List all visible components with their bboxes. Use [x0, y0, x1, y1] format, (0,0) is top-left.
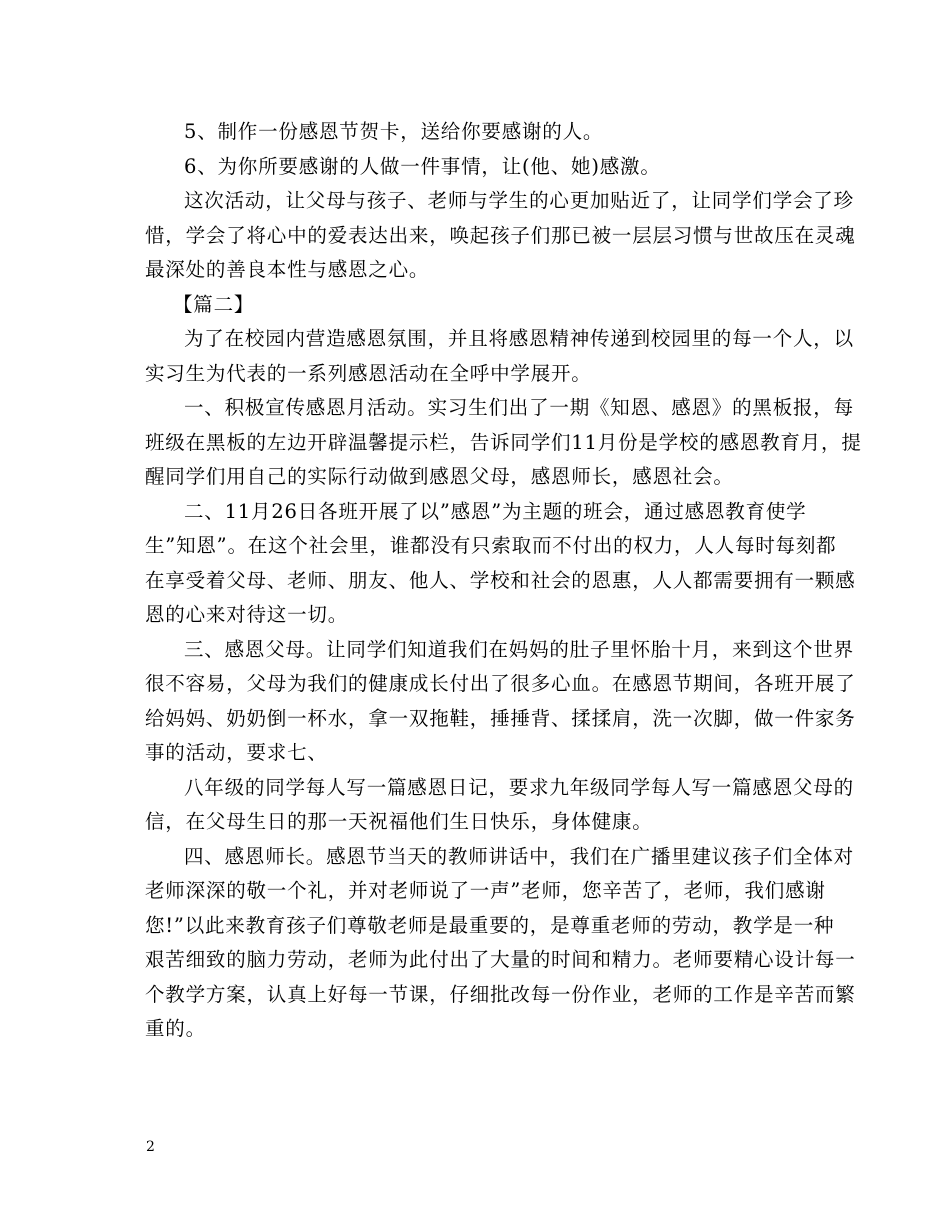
- text-line: 恩的心来对待这一切。: [145, 603, 349, 626]
- text-line: 老师深深的敬一个礼，并对老师说了一声”老师，您辛苦了，老师，我们感谢: [145, 879, 826, 902]
- text-line: 二、11月26日各班开展了以”感恩”为主题的班会，通过感恩教育使学: [184, 499, 807, 523]
- section-heading: 【篇二】: [173, 292, 255, 316]
- text-line: 一、积极宣传感恩月活动。实习生们出了一期《知恩、感恩》的黑板报，每: [184, 396, 854, 419]
- document-body: [145, 115, 862, 1047]
- text-line: 个教学方案，认真上好每一节课，仔细批改每一份作业，老师的工作是辛苦而繁: [145, 982, 856, 1006]
- text-line: 您!”以此来教育孩子们尊敬老师是最重要的，是尊重老师的劳动，教学是一种: [145, 913, 835, 937]
- text-line: 在享受着父母、老师、朋友、他人、学校和社会的恩惠，人人都需要拥有一颗感: [145, 568, 856, 592]
- text-line: 惜，学会了将心中的爱表达出来，唤起孩子们那已被一层层习惯与世故压在灵魂: [145, 223, 856, 247]
- text-line: 重的。: [145, 1017, 206, 1040]
- text-line: 信，在父母生日的那一天祝福他们生日快乐，身体健康。: [145, 810, 653, 833]
- text-line: 6、为你所要感谢的人做一件事情，让(他、她)感激。: [184, 154, 661, 178]
- text-line: 最深处的善良本性与感恩之心。: [145, 258, 430, 281]
- text-line: 艰苦细致的脑力劳动，老师为此付出了大量的时间和精力。老师要精心设计每一: [145, 948, 856, 971]
- text-line: 这次活动，让父母与孩子、老师与学生的心更加贴近了，让同学们学会了珍: [184, 189, 854, 212]
- text-line: 给妈妈、奶奶倒一杯水，拿一双拖鞋，捶捶背、揉揉肩，洗一次脚，做一件家务: [145, 706, 856, 730]
- page-number: 2: [146, 1139, 155, 1155]
- text-line: 事的活动，要求七、: [145, 741, 328, 764]
- text-line: 醒同学们用自己的实际行动做到感恩父母，感恩师长，感恩社会。: [145, 465, 734, 488]
- text-line: 生”知恩”。在这个社会里，谁都没有只索取而不付出的权力，人人每时每刻都: [145, 534, 837, 557]
- text-line: 四、感恩师长。感恩节当天的教师讲话中，我们在广播里建议孩子们全体对: [184, 844, 854, 868]
- text-line: 很不容易，父母为我们的健康成长付出了很多心血。在感恩节期间，各班开展了: [145, 672, 856, 695]
- text-line: 为了在校园内营造感恩氛围，并且将感恩精神传递到校园里的每一个人，以: [184, 327, 854, 350]
- text-line: 实习生为代表的一系列感恩活动在全呼中学展开。: [145, 361, 592, 385]
- text-line: 三、感恩父母。让同学们知道我们在妈妈的肚子里怀胎十月，来到这个世界: [184, 637, 854, 661]
- text-line: 八年级的同学每人写一篇感恩日记，要求九年级同学每人写一篇感恩父母的: [184, 775, 854, 799]
- text-line: 班级在黑板的左边开辟温馨提示栏，告诉同学们11月份是学校的感恩教育月，提: [145, 430, 862, 454]
- text-line: 5、制作一份感恩节贺卡，送给你要感谢的人。: [184, 120, 604, 143]
